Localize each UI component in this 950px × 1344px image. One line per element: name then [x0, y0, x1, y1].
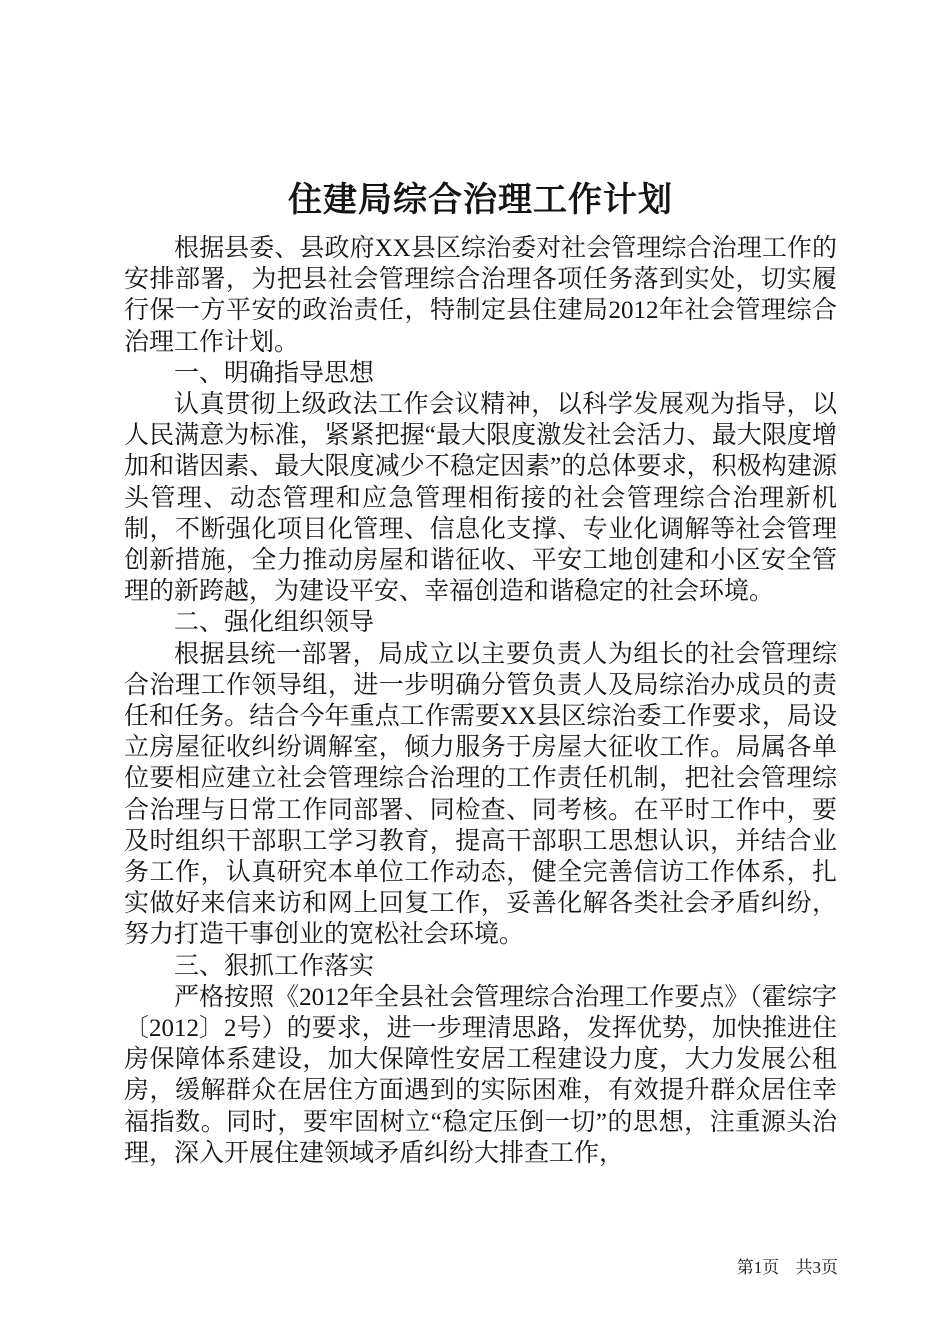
paragraph-section-2: 根据县统一部署，局成立以主要负责人为组长的社会管理综合治理工作领导组，进一步明确分管负责人及局综治办成员的责任和任务。结合今年重点工作需要XX县区综治委工作要求，局设立房屋征收纠纷调解室，倾力服务于房屋大征收工作。局属各单位要相应建立社会管理综合治理的工作责任机制，把社会管理综合治理与日常工作同部署、同检查、同考核。在平时工作中，要及时组织干部职工学习教育，提高干部职工思想认识，并结合业务工作，认真研究本单位工作动态，健全完善信访工作体系，扎实做好来信来访和网上回复工作，妥善化解各类社会矛盾纠纷，努力打造干事创业的宽松社会环境。: [124, 640, 837, 949]
paragraph-intro: 根据县委、县政府XX县区综治委对社会管理综合治理工作的安排部署，为把县社会管理综合治理各项任务落到实处，切实履行保一方平安的政治责任，特制定县住建局2012年社会管理综合治理工作计划。: [124, 235, 837, 356]
section-heading-2: 二、强化组织领导: [174, 609, 375, 637]
page-footer: [737, 1253, 838, 1278]
section-heading-1: 一、明确指导思想: [174, 359, 375, 387]
paragraph-section-3: 严格按照《2012年全县社会管理综合治理工作要点》（霍综字〔2012〕2号）的要求，进一步理清思路，发挥优势，加快推进住房保障体系建设，加大保障性安居工程建设力度，大力发展公租房，缓解群众在居住方面遇到的实际困难，有效提升群众居住幸福指数。同时，要牢固树立“稳定压倒一切”的思想，注重源头治理，深入开展住建领域矛盾纠纷大排查工作，: [124, 983, 837, 1167]
section-heading-3: 三、狠抓工作落实: [174, 952, 375, 980]
paragraph-section-1: 认真贯彻上级政法工作会议精神，以科学发展观为指导，以人民满意为标准，紧紧把握“最大限度激发社会活力、最大限度增加和谐因素、最大限度减少不稳定因素”的总体要求，积极构建源头管理、动态管理和应急管理相衔接的社会管理综合治理新机制，不断强化项目化管理、信息化支撑、专业化调解等社会管理创新措施，全力推动房屋和谐征收、平安工地创建和小区安全管理的新跨越，为建设平安、幸福创造和谐稳定的社会环境。: [124, 391, 837, 606]
footer-total-pages: 共3页: [795, 1258, 838, 1277]
document-title: 住建局综合治理工作计划: [288, 182, 673, 219]
footer-current-page: 第1页: [736, 1258, 780, 1277]
